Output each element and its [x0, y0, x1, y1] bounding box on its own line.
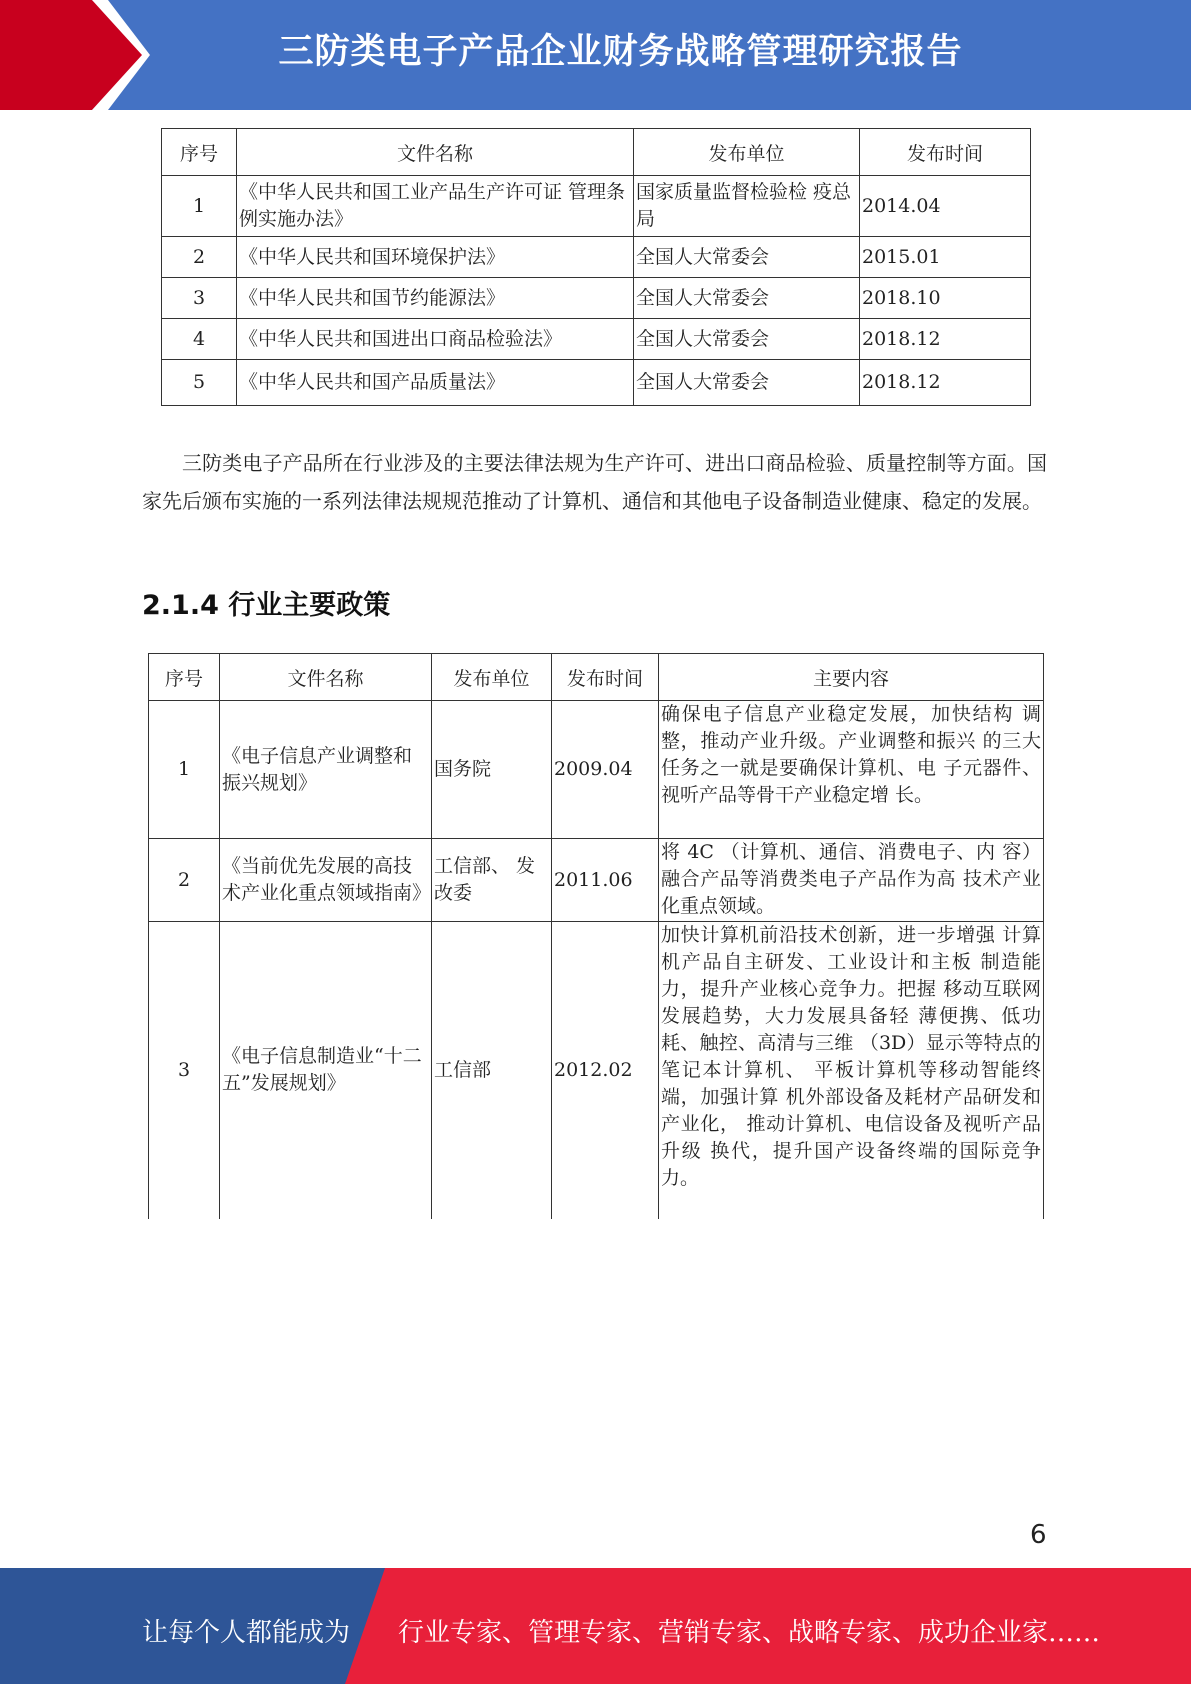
report-title: 三防类电子产品企业财务战略管理研究报告 — [278, 32, 963, 72]
column-header: 发布单位 — [634, 129, 860, 176]
issue-date: 2009.04 — [552, 701, 659, 839]
column-header: 发布单位 — [432, 654, 552, 701]
row-number: 3 — [162, 278, 237, 319]
document-name: 《中华人民共和国环境保护法》 — [237, 237, 634, 278]
column-header: 文件名称 — [220, 654, 432, 701]
column-header: 序号 — [162, 129, 237, 176]
footer-slogan-right: 行业专家、管理专家、营销专家、战略专家、成功企业家…… — [398, 1618, 1101, 1648]
issuing-body: 全国人大常委会 — [634, 360, 860, 406]
table-row — [162, 237, 1031, 278]
row-number: 2 — [149, 839, 220, 922]
regulations-table — [161, 128, 1031, 406]
document-name: 《中华人民共和国进出口商品检验法》 — [237, 319, 634, 360]
section-heading: 2.1.4 行业主要政策 — [142, 590, 391, 621]
issue-date: 2018.10 — [860, 278, 1031, 319]
column-header: 主要内容 — [659, 654, 1044, 701]
column-header: 发布时间 — [552, 654, 659, 701]
policies-table — [148, 653, 1044, 1219]
row-number: 2 — [162, 237, 237, 278]
table-row — [162, 319, 1031, 360]
issuing-body: 全国人大常委会 — [634, 278, 860, 319]
table-row — [162, 360, 1031, 406]
table-row — [149, 839, 1044, 922]
issue-date: 2012.02 — [552, 922, 659, 1219]
page-footer — [0, 1568, 1191, 1684]
row-number: 1 — [149, 701, 220, 839]
table-row — [149, 701, 1044, 839]
document-name: 《中华人民共和国产品质量法》 — [237, 360, 634, 406]
document-name: 《中华人民共和国工业产品生产许可证 管理条例实施办法》 — [237, 176, 634, 237]
issuing-body: 国家质量监督检验检 疫总局 — [634, 176, 860, 237]
page-number: 6 — [1030, 1520, 1047, 1550]
issuing-body: 工信部 — [432, 922, 552, 1219]
issuing-body: 工信部、 发改委 — [432, 839, 552, 922]
issue-date: 2015.01 — [860, 237, 1031, 278]
document-name: 《当前优先发展的高技术产业化重点领域指南》 — [220, 839, 432, 922]
column-header: 序号 — [149, 654, 220, 701]
column-header: 发布时间 — [860, 129, 1031, 176]
document-name: 《电子信息制造业“十二五”发展规划》 — [220, 922, 432, 1219]
table-header-row — [149, 654, 1044, 701]
main-content: 将 4C （计算机、通信、消费电子、内 容）融合产品等消费类电子产品作为高 技术产业化重点领域。 — [659, 839, 1044, 922]
table-header-row — [162, 129, 1031, 176]
issuing-body: 国务院 — [432, 701, 552, 839]
document-name: 《电子信息产业调整和振兴规划》 — [220, 701, 432, 839]
row-number: 4 — [162, 319, 237, 360]
footer-slogan-left: 让每个人都能成为 — [142, 1618, 351, 1648]
body-paragraph: 三防类电子产品所在行业涉及的主要法律法规为生产许可、进出口商品检验、质量控制等方面。国家先后颁布实施的一系列法律法规规范推动了计算机、通信和其他电子设备制造业健康、稳定的发展。 — [142, 451, 1047, 513]
table-row — [162, 176, 1031, 237]
issuing-body: 全国人大常委会 — [634, 319, 860, 360]
main-content: 加快计算机前沿技术创新，进一步增强 计算机产品自主研发、工业设计和主板 制造能力，提升产业核心竞争力。把握 移动互联网发展趋势，大力发展具备轻 薄便携、低功耗、触控、高清与三维 （3D）显示等特点的笔记本计算机、 平板计算机等移动智能终端，加强计算 机外部设备及耗材产品研发和产业化， 推动计算机、电信设备及视听产品升级 换代，提升国产设备终端的国际竞争 力。 — [659, 922, 1044, 1219]
issue-date: 2014.04 — [860, 176, 1031, 237]
column-header: 文件名称 — [237, 129, 634, 176]
issuing-body: 全国人大常委会 — [634, 237, 860, 278]
table-row — [149, 922, 1044, 1219]
row-number: 1 — [162, 176, 237, 237]
issue-date: 2011.06 — [552, 839, 659, 922]
row-number: 3 — [149, 922, 220, 1219]
page-header — [0, 0, 1191, 110]
table-row — [162, 278, 1031, 319]
document-name: 《中华人民共和国节约能源法》 — [237, 278, 634, 319]
issue-date: 2018.12 — [860, 319, 1031, 360]
issue-date: 2018.12 — [860, 360, 1031, 406]
row-number: 5 — [162, 360, 237, 406]
main-content: 确保电子信息产业稳定发展，加快结构 调整，推动产业升级。产业调整和振兴 的三大任务之一就是要确保计算机、电 子元器件、视听产品等骨干产业稳定增 长。 — [659, 701, 1044, 839]
